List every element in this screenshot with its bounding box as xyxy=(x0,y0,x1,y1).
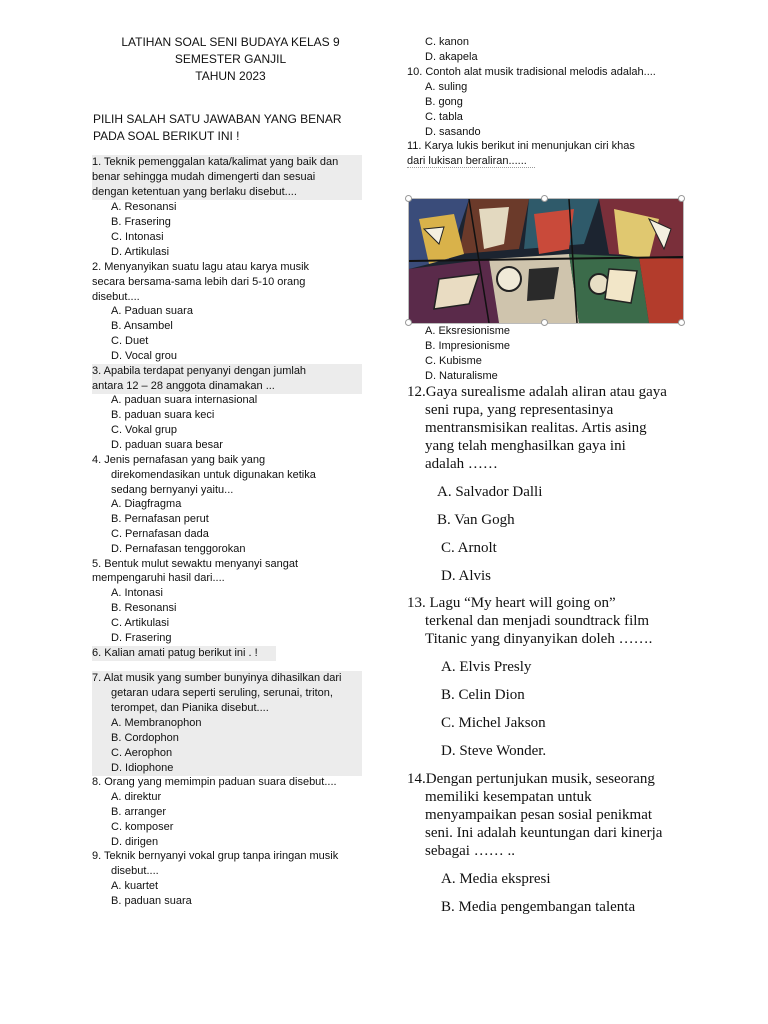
q11-option-b: B. Impresionisme xyxy=(425,340,510,352)
q12-line-3: mentransmisikan realitas. Artis asing xyxy=(425,420,647,436)
q14-line-5: sebagai …… .. xyxy=(425,843,515,859)
q7-option-d: D. Idiophone xyxy=(92,761,362,776)
q7-option-b: B. Cordophon xyxy=(92,731,362,746)
q7-line-3: terompet, dan Pianika disebut.... xyxy=(92,701,362,716)
resize-handle-bottom-middle xyxy=(541,319,548,326)
q7-option-c: C. Aerophon xyxy=(92,746,362,761)
q3-line-2: antara 12 – 28 anggota dinamakan ... xyxy=(92,379,362,394)
q12-option-c: C. Arnolt xyxy=(441,540,497,556)
q1-line-2: benar sehingga mudah dimengerti dan sesuai xyxy=(92,170,362,185)
q13-option-a: A. Elvis Presly xyxy=(441,659,532,675)
title-line-1: LATIHAN SOAL SENI BUDAYA KELAS 9 xyxy=(121,35,340,49)
q4-option-a: A. Diagfragma xyxy=(111,498,182,510)
resize-handle-bottom-left xyxy=(405,319,412,326)
q3-option-d: D. paduan suara besar xyxy=(111,439,223,451)
q1-option-d: D. Artikulasi xyxy=(111,246,170,258)
q13-option-c: C. Michel Jakson xyxy=(441,715,546,731)
q10-option-a: A. suling xyxy=(425,81,468,93)
q5-option-c: C. Artikulasi xyxy=(111,617,170,629)
q14-line-3: menyampaikan pesan sosial penikmat xyxy=(425,807,653,823)
instruction-line-1: PILIH SALAH SATU JAWABAN YANG BENAR xyxy=(93,112,342,126)
q10-line-1: 10. Contoh alat musik tradisional melodis adalah.... xyxy=(407,66,656,78)
q1-option-c: C. Intonasi xyxy=(111,231,164,243)
q6-line-1: 6. Kalian amati patug berikut ini . ! xyxy=(92,646,276,661)
q1-option-b: B. Frasering xyxy=(111,216,171,228)
q9-option-a: A. kuartet xyxy=(111,880,159,892)
q1-line-1: 1. Teknik pemenggalan kata/kalimat yang baik dan xyxy=(92,155,362,170)
q3-option-a: A. paduan suara internasional xyxy=(111,394,258,406)
q8-line-1: 8. Orang yang memimpin paduan suara disebut.... xyxy=(92,776,337,788)
q14-line-1: 14.Dengan pertunjukan musik, seseorang xyxy=(407,771,655,787)
resize-handle-top-right xyxy=(678,195,685,202)
q1-line-3: dengan ketentuan yang berlaku disebut.... xyxy=(92,185,362,200)
q9-option-c: C. kanon xyxy=(425,36,470,48)
title-line-2: SEMESTER GANJIL xyxy=(174,52,287,66)
title-line-3: TAHUN 2023 xyxy=(195,69,266,83)
painting-illustration xyxy=(409,199,683,323)
q2-option-b: B. Ansambel xyxy=(111,320,173,332)
q11-line-2: dari lukisan beraliran...... xyxy=(407,155,527,167)
q14-option-b: B. Media pengembangan talenta xyxy=(441,899,636,915)
doc-title xyxy=(93,34,368,85)
instruction-line-2: PADA SOAL BERIKUT INI ! xyxy=(93,129,240,143)
q4-line-1: 4. Jenis pernafasan yang baik yang xyxy=(92,454,266,466)
q4-line-3: sedang bernyanyi yaitu... xyxy=(111,484,234,496)
q4-line-2: direkomendasikan untuk digunakan ketika xyxy=(111,469,316,481)
q4-option-b: B. Pernafasan perut xyxy=(111,513,209,525)
q7-line-1: 7. Alat musik yang sumber bunyinya dihasilkan dari xyxy=(92,671,362,686)
q9-line-2: disebut.... xyxy=(111,865,159,877)
q13-line-3: Titanic yang dinyanyikan doleh ……. xyxy=(425,631,653,647)
q12-option-a: A. Salvador Dalli xyxy=(437,484,543,500)
resize-handle-bottom-right xyxy=(678,319,685,326)
q13-option-b: B. Celin Dion xyxy=(441,687,525,703)
cubist-painting-image xyxy=(408,198,684,324)
q2-line-1: 2. Menyanyikan suatu lagu atau karya musik xyxy=(92,261,310,273)
q5-line-2: mempengaruhi hasil dari.... xyxy=(92,572,225,584)
q14-option-a: A. Media ekspresi xyxy=(441,871,551,887)
q3-line-1: 3. Apabila terdapat penyanyi dengan jumlah xyxy=(92,364,362,379)
q4-option-d: D. Pernafasan tenggorokan xyxy=(111,543,246,555)
q12-line-5: adalah …… xyxy=(425,456,498,472)
underline-divider xyxy=(407,167,535,168)
q5-option-a: A. Intonasi xyxy=(111,587,163,599)
q12-option-b: B. Van Gogh xyxy=(437,512,515,528)
q12-line-2: seni rupa, yang representasinya xyxy=(425,402,614,418)
q12-line-1: 12.Gaya surealisme adalah aliran atau gaya xyxy=(407,384,667,400)
q8-option-a: A. direktur xyxy=(111,791,162,803)
q7-line-2: getaran udara seperti seruling, serunai, triton, xyxy=(92,686,362,701)
q12-line-4: yang telah menghasilkan gaya ini xyxy=(425,438,626,454)
q14-line-4: seni. Ini adalah keuntungan dari kinerja xyxy=(425,825,663,841)
q9-line-1: 9. Teknik bernyanyi vokal grup tanpa iringan musik xyxy=(92,850,339,862)
q11-option-c: C. Kubisme xyxy=(425,355,482,367)
q13-option-d: D. Steve Wonder. xyxy=(441,743,547,759)
q5-line-1: 5. Bentuk mulut sewaktu menyanyi sangat xyxy=(92,558,299,570)
q2-line-3: disebut.... xyxy=(92,291,140,303)
q7-option-a: A. Membranophon xyxy=(92,716,362,731)
q2-option-a: A. Paduan suara xyxy=(111,305,193,317)
q8-option-b: B. arranger xyxy=(111,806,167,818)
q4-option-c: C. Pernafasan dada xyxy=(111,528,209,540)
q11-line-1: 11. Karya lukis berikut ini menunjukan ciri khas xyxy=(407,140,635,152)
q11-option-a: A. Eksresionisme xyxy=(425,325,510,337)
q3-option-b: B. paduan suara keci xyxy=(111,409,215,421)
q12-option-d: D. Alvis xyxy=(441,568,492,584)
q8-option-c: C. komposer xyxy=(111,821,174,833)
q2-option-d: D. Vocal grou xyxy=(111,350,178,362)
q2-line-2: secara bersama-sama lebih dari 5-10 orang xyxy=(92,276,306,288)
q8-option-d: D. dirigen xyxy=(111,836,159,848)
resize-handle-top-left xyxy=(405,195,412,202)
q1-option-a: A. Resonansi xyxy=(111,201,177,213)
q3-option-c: C. Vokal grup xyxy=(111,424,178,436)
q14-line-2: memiliki kesempatan untuk xyxy=(425,789,592,805)
q5-option-b: B. Resonansi xyxy=(111,602,177,614)
resize-handle-top-middle xyxy=(541,195,548,202)
q10-option-b: B. gong xyxy=(425,96,463,108)
q10-option-d: D. sasando xyxy=(425,126,481,138)
q13-line-2: terkenal dan menjadi soundtrack film xyxy=(425,613,650,629)
q2-option-c: C. Duet xyxy=(111,335,149,347)
instruction xyxy=(93,111,373,145)
q5-option-d: D. Frasering xyxy=(111,632,172,644)
q9-option-d: D. akapela xyxy=(425,51,478,63)
q9-option-b: B. paduan suara xyxy=(111,895,192,907)
q10-option-c: C. tabla xyxy=(425,111,463,123)
q11-option-d: D. Naturalisme xyxy=(425,370,498,382)
q13-line-1: 13. Lagu “My heart will going on” xyxy=(407,595,616,611)
